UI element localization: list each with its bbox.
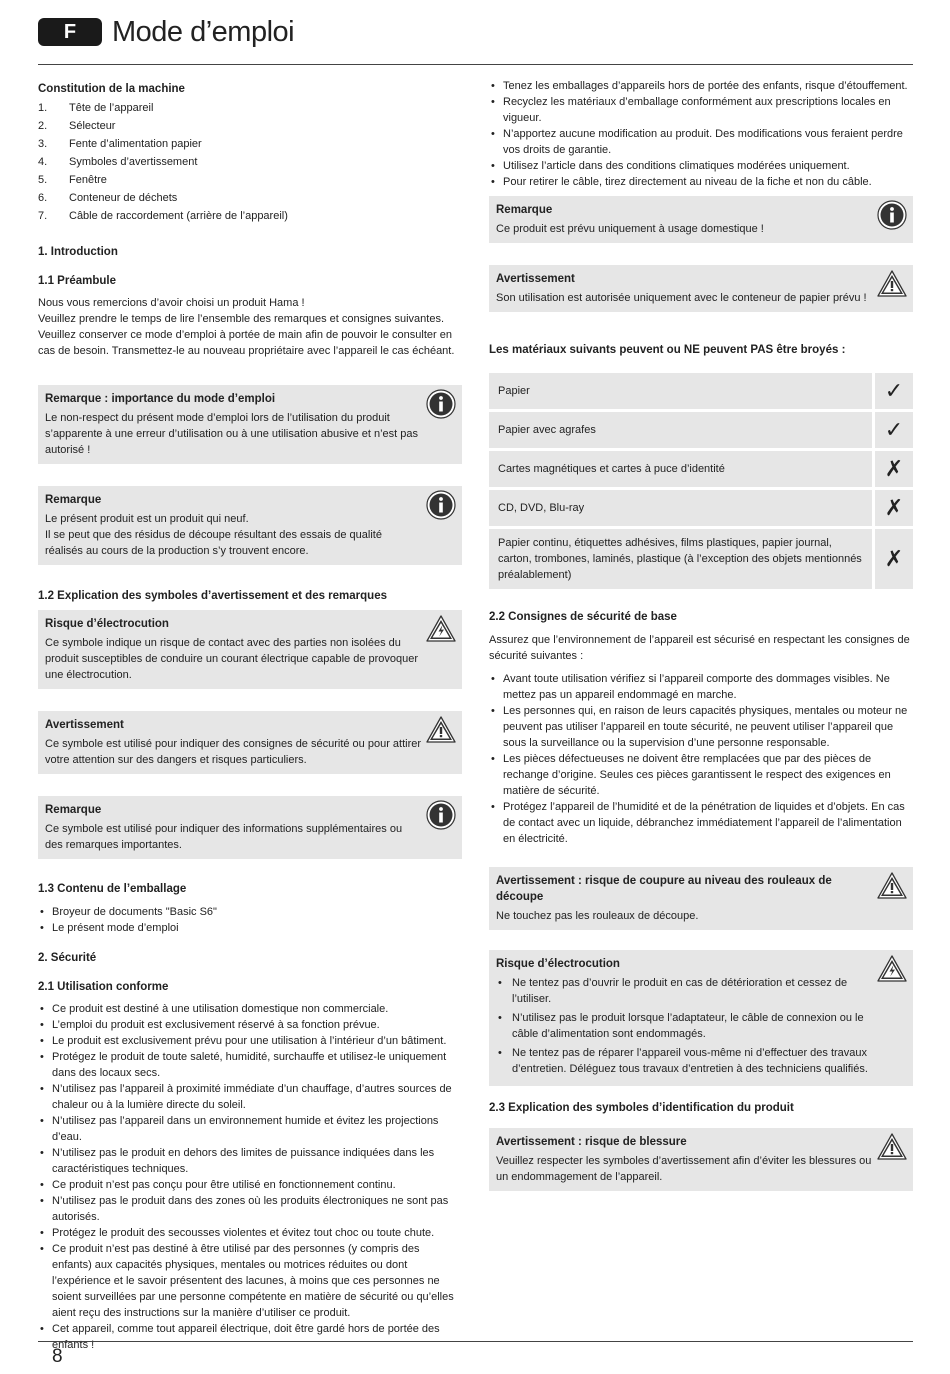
warning-box bbox=[489, 867, 913, 930]
electric-warning-icon bbox=[877, 954, 907, 984]
basic-safety-heading: 2.2 Consignes de sécurité de base bbox=[489, 611, 677, 623]
page-header bbox=[38, 14, 913, 65]
list-item: • N’apportez aucune modification au produit. Des modifications vous feraient perdre vos droits de garantie. bbox=[489, 126, 913, 158]
info-icon bbox=[877, 200, 907, 230]
box-text: Le non-respect du présent mode d’emploi lors de l’utilisation du produit s’apparente à une erreur d’utilisation ou à une utilisation abusive et n’est pas autorisé ! bbox=[45, 412, 419, 456]
list-item: • N’utilisez pas le produit dans des zones où les produits électroniques ne sont pas autorisés. bbox=[38, 1193, 462, 1225]
list-item: • Recyclez les matériaux d’emballage conformément aux prescriptions locales en vigueur. bbox=[489, 94, 913, 126]
list-item: 4. Symboles d’avertissement bbox=[38, 156, 198, 168]
intended-use-heading: 2.1 Utilisation conforme bbox=[38, 981, 169, 993]
contents-heading: 1.3 Contenu de l’emballage bbox=[38, 883, 187, 895]
electric-list bbox=[496, 975, 873, 1077]
info-icon bbox=[426, 389, 456, 419]
box-title: Avertissement : risque de blessure bbox=[496, 1136, 687, 1148]
list-item: 5. Fenêtre bbox=[38, 174, 107, 186]
electric-box bbox=[489, 950, 913, 1086]
warning-icon bbox=[426, 715, 456, 745]
list-item: • Pour retirer le câble, tirez directement au niveau de la fiche et non du câble. bbox=[489, 174, 913, 190]
material-name: Papier bbox=[489, 373, 872, 409]
list-item: • Avant toute utilisation vérifiez si l’appareil comporte des dommages visibles. Ne mettez pas un appareil endommagé en marche. bbox=[489, 671, 913, 703]
list-item: • N’utilisez pas le produit en dehors des limites de puissance indiquées dans les caractéristiques techniques. bbox=[38, 1145, 462, 1177]
check-mark: ✓ bbox=[872, 412, 913, 448]
contents-list bbox=[38, 904, 462, 936]
basic-safety-list bbox=[489, 671, 913, 847]
box-title: Risque d’électrocution bbox=[496, 958, 620, 970]
preamble-text: Nous vous remercions d’avoir choisi un produit Hama ! bbox=[38, 297, 305, 309]
box-title: Risque d’électrocution bbox=[45, 618, 169, 630]
list-item: • Les pièces défectueuses ne doivent être remplacées que par des pièces de rechange d’origine. Seules ces pièces garantissent le respect des exigences en matière de sécurité. bbox=[489, 751, 913, 799]
introduction-heading: 1. Introduction bbox=[38, 246, 118, 258]
footer-divider bbox=[38, 1341, 913, 1342]
list-item: • N’utilisez pas l’appareil dans un environnement humide et évitez les projections d’eau. bbox=[38, 1113, 462, 1145]
list-item: 6. Conteneur de déchets bbox=[38, 192, 178, 204]
right-column bbox=[489, 78, 913, 1191]
table-row bbox=[489, 451, 913, 487]
list-item: • Protégez l’appareil de l’humidité et de la pénétration de liquides et d’objets. En cas de contact avec un liquide, débranchez immédiatement l’appareil de l’alimentation en électricité. bbox=[489, 799, 913, 847]
list-item: • Les personnes qui, en raison de leurs capacités physiques, mentales ou moteur ne peuvent pas utiliser l’appareil en toute sécurité, ne peuvent utiliser l’appareil que sous la surveillance ou la supervision d’une personne responsable. bbox=[489, 703, 913, 751]
box-text: Le présent produit est un produit qui neuf. bbox=[45, 513, 249, 525]
box-text: Ne touchez pas les rouleaux de découpe. bbox=[496, 910, 699, 922]
list-item: • Ce produit n’est pas destiné à être utilisé par des personnes (y compris des enfants) aux capacités physiques, mentales ou motrices réduites ou dont l’expérience et le savoir présentent des lacunes, à moins que ces personnes ne soient surveillées par une personne compétente en matière de sécurité ou qu’elles aient reçu des instructions sur la manière d’utiliser ce produit. bbox=[38, 1241, 462, 1321]
material-name: Papier avec agrafes bbox=[489, 412, 872, 448]
list-item: • Ne tentez pas de réparer l’appareil vous-même ni d’effectuer des travaux d’entretien. Déléguez tous travaux d’entretien à des techniciens qualifiés. bbox=[496, 1045, 873, 1077]
list-item: • Tenez les emballages d’appareils hors de portée des enfants, risque d’étouffement. bbox=[489, 78, 913, 94]
material-name: Papier continu, étiquettes adhésives, films plastiques, papier journal, carton, trombones, laminés, plastique (à l’exception des objets mentionnés préalablement) bbox=[489, 529, 872, 589]
list-item: • Ne tentez pas d’ouvrir le produit en cas de détérioration et cessez de l’utiliser. bbox=[496, 975, 873, 1007]
symbols-heading: 1.2 Explication des symboles d’avertissement et des remarques bbox=[38, 590, 387, 602]
note-box bbox=[38, 486, 462, 565]
identification-heading: 2.3 Explication des symboles d’identification du produit bbox=[489, 1102, 794, 1114]
warning-box bbox=[489, 265, 913, 312]
box-title: Remarque : importance du mode d’emploi bbox=[45, 393, 276, 405]
material-name: CD, DVD, Blu-ray bbox=[489, 490, 872, 526]
box-title: Remarque bbox=[45, 494, 102, 506]
info-icon bbox=[426, 800, 456, 830]
electric-box bbox=[38, 610, 462, 689]
box-text: Son utilisation est autorisée uniquement avec le conteneur de papier prévu ! bbox=[496, 292, 867, 304]
box-title: Remarque bbox=[45, 804, 102, 816]
table-row bbox=[489, 373, 913, 409]
preamble-text: Veuillez prendre le temps de lire l’ensemble des remarques et consignes suivantes. Veuillez conserver ce mode d’emploi à portée de main afin de pouvoir le consulter en cas de besoin. Transmettez-le au nouveau propriétaire avec l’appareil le cas échéant. bbox=[38, 313, 455, 357]
note-box bbox=[38, 796, 462, 859]
warning-icon bbox=[877, 1132, 907, 1162]
note-box bbox=[38, 385, 462, 464]
page-number: 8 bbox=[52, 1346, 63, 1367]
list-item: • L’emploi du produit est exclusivement réservé à sa fonction prévue. bbox=[38, 1017, 462, 1033]
list-item: 1. Tête de l’appareil bbox=[38, 102, 154, 114]
box-text: Ce symbole est utilisé pour indiquer des informations supplémentaires ou des remarques importantes. bbox=[45, 823, 403, 851]
list-item: • Utilisez l’article dans des conditions climatiques modérées uniquement. bbox=[489, 158, 913, 174]
cross-mark: ✗ bbox=[872, 451, 913, 487]
materials-table bbox=[489, 370, 913, 592]
list-item: • Le produit est exclusivement prévu pour une utilisation à l’intérieur d’un bâtiment. bbox=[38, 1033, 462, 1049]
check-mark: ✓ bbox=[872, 373, 913, 409]
table-row bbox=[489, 412, 913, 448]
list-item: 3. Fente d’alimentation papier bbox=[38, 138, 202, 150]
warning-icon bbox=[877, 871, 907, 901]
info-icon bbox=[426, 490, 456, 520]
list-item: • Ce produit est destiné à une utilisation domestique non commerciale. bbox=[38, 1001, 462, 1017]
cross-mark: ✗ bbox=[872, 529, 913, 589]
electric-warning-icon bbox=[426, 614, 456, 644]
box-text: Ce symbole est utilisé pour indiquer des consignes de sécurité ou pour attirer votre attention sur des dangers et risques particuliers. bbox=[45, 738, 422, 766]
list-item: 7. Câble de raccordement (arrière de l’appareil) bbox=[38, 210, 288, 222]
list-item: • N’utilisez pas le produit lorsque l’adaptateur, le câble de connexion ou le câble d’alimentation sont endommagés. bbox=[496, 1010, 873, 1042]
safety-list-continued bbox=[489, 78, 913, 190]
box-text: Veuillez respecter les symboles d’avertissement afin d’éviter les blessures ou un endommagement de l’appareil. bbox=[496, 1155, 872, 1183]
constitution-heading: Constitution de la machine bbox=[38, 83, 185, 95]
parts-list bbox=[38, 100, 462, 224]
preamble-heading: 1.1 Préambule bbox=[38, 275, 116, 287]
list-item: • Protégez le produit de toute saleté, humidité, surchauffe et utilisez-le uniquement dans des locaux secs. bbox=[38, 1049, 462, 1081]
box-text: Il se peut que des résidus de découpe résultant des essais de qualité réalisés au cours de la production s’y trouvent encore. bbox=[45, 529, 382, 557]
box-text: Ce symbole indique un risque de contact avec des parties non isolées du produit susceptibles de conduire un courant électrique capable de provoquer une électrocution. bbox=[45, 637, 419, 681]
warning-box bbox=[38, 711, 462, 774]
note-box bbox=[489, 196, 913, 243]
language-tab: F bbox=[38, 18, 102, 46]
list-item: • Protégez le produit des secousses violentes et évitez tout choc ou toute chute. bbox=[38, 1225, 462, 1241]
safety-heading: 2. Sécurité bbox=[38, 952, 97, 964]
list-item: • Cet appareil, comme tout appareil électrique, doit être gardé hors de portée des enfants ! bbox=[38, 1321, 462, 1353]
list-item: • Ce produit n’est pas conçu pour être utilisé en fonctionnement continu. bbox=[38, 1177, 462, 1193]
warning-box bbox=[489, 1128, 913, 1191]
box-title: Remarque bbox=[496, 204, 553, 216]
cross-mark: ✗ bbox=[872, 490, 913, 526]
list-item: • Broyeur de documents "Basic S6" bbox=[38, 904, 462, 920]
left-column bbox=[38, 78, 462, 1353]
box-text: Ce produit est prévu uniquement à usage domestique ! bbox=[496, 223, 764, 235]
page-title: Mode d’emploi bbox=[112, 16, 295, 48]
basic-safety-intro: Assurez que l’environnement de l’appareil est sécurisé en respectant les consignes de sécurité suivantes : bbox=[489, 634, 910, 662]
warning-icon bbox=[877, 269, 907, 299]
list-item: 2. Sélecteur bbox=[38, 120, 116, 132]
table-row bbox=[489, 490, 913, 526]
intended-use-list bbox=[38, 1001, 462, 1353]
table-row bbox=[489, 529, 913, 589]
box-title: Avertissement bbox=[496, 273, 575, 285]
list-item: • Le présent mode d’emploi bbox=[38, 920, 462, 936]
material-name: Cartes magnétiques et cartes à puce d’identité bbox=[489, 451, 872, 487]
materials-heading: Les matériaux suivants peuvent ou NE peuvent PAS être broyés : bbox=[489, 344, 846, 356]
list-item: • N’utilisez pas l’appareil à proximité immédiate d’un chauffage, d’autres sources de chaleur ou à la lumière directe du soleil. bbox=[38, 1081, 462, 1113]
box-title: Avertissement : risque de coupure au niveau des rouleaux de découpe bbox=[496, 875, 832, 903]
box-title: Avertissement bbox=[45, 719, 124, 731]
